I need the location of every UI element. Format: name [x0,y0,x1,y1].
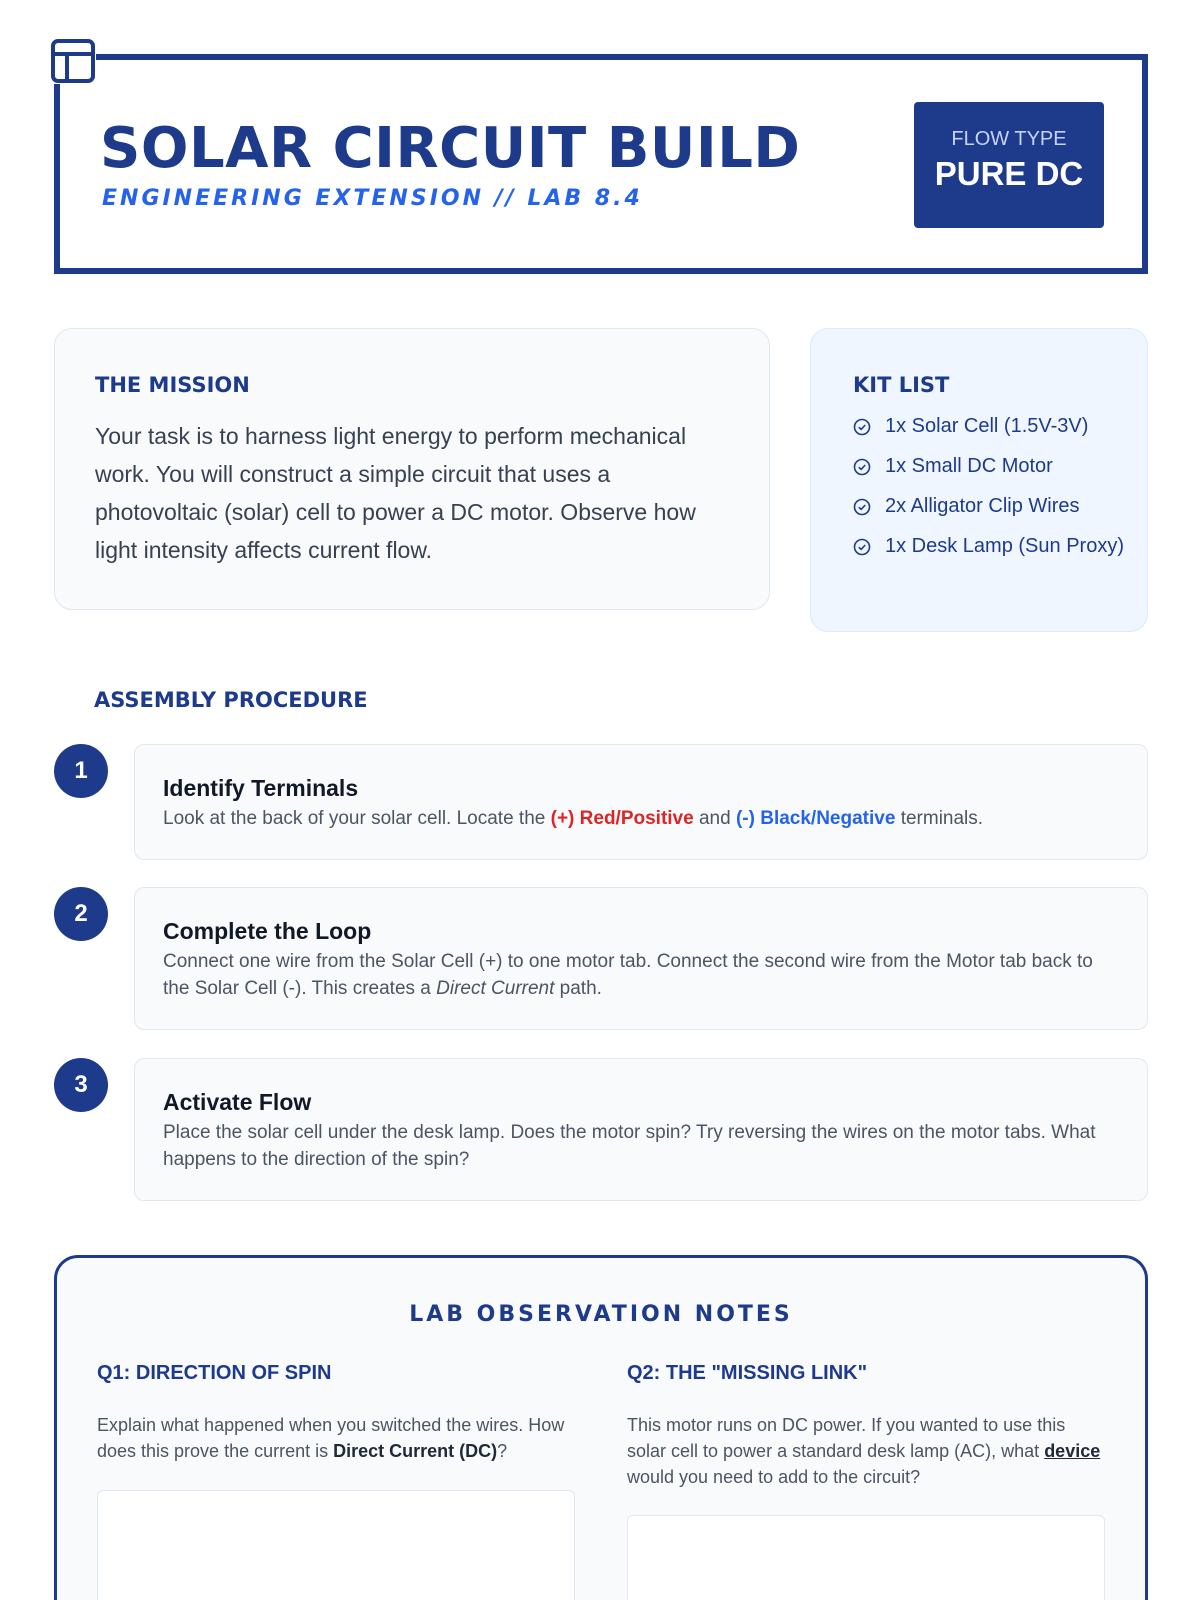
kit-item [853,453,1133,480]
mission-heading: THE MISSION [95,373,250,397]
kit-list-card [810,328,1148,632]
mission-card [54,328,770,610]
kit-item [853,533,1133,560]
check-circle-icon [853,458,871,476]
step-number: 2 [54,887,108,941]
notes-heading: LAB OBSERVATION NOTES [409,1302,793,1327]
kit-item-label: 1x Desk Lamp (Sun Proxy) [885,535,1124,557]
step-card [134,887,1148,1030]
step-description: Look at the back of your solar cell. Locate the (+) Red/Positive and (-) Black/Negative terminals. [163,808,984,829]
layout-icon [50,38,96,84]
mission-text: Your task is to harness light energy to perform mechanical work. You will construct a simple circuit that uses a photovoltaic (solar) cell to power a DC motor. Observe how light intensity affects current flow. [95,423,696,563]
negative-terminal-label: (-) Black/Negative [735,808,896,829]
step-title: Identify Terminals [163,775,359,801]
step-description: Connect one wire from the Solar Cell (+) to one motor tab. Connect the second wire from the Motor tab back to the Solar Cell (-). This creates a Direct Current path. [163,951,1093,999]
kit-heading: KIT LIST [853,373,950,397]
procedure-heading: ASSEMBLY PROCEDURE [94,688,368,712]
flow-type-value: PURE DC [934,155,1084,192]
question-title: Q2: THE "MISSING LINK" [627,1362,868,1384]
kit-item-label: 1x Solar Cell (1.5V-3V) [885,415,1089,437]
page-subtitle: ENGINEERING EXTENSION // LAB 8.4 [102,186,643,211]
step-title: Complete the Loop [163,918,372,944]
kit-item-label: 1x Small DC Motor [885,455,1053,477]
q2-answer-box[interactable] [627,1515,1105,1600]
check-circle-icon [853,418,871,436]
question-2 [627,1362,1107,1490]
step-card [134,1058,1148,1201]
page-header [54,54,1148,274]
question-text: Explain what happened when you switched the wires. How does this prove the current is Direct Current (DC)? [97,1415,565,1461]
kit-item-label: 2x Alligator Clip Wires [885,495,1080,517]
kit-item [853,493,1133,520]
step-description: Place the solar cell under the desk lamp. Does the motor spin? Try reversing the wires on the motor tabs. What happens to the direction of the spin? [163,1122,1096,1170]
step-title: Activate Flow [163,1089,312,1115]
kit-item [853,413,1133,440]
check-circle-icon [853,498,871,516]
emphasis-text: Direct Current [436,978,555,999]
flow-type-label: FLOW TYPE [951,128,1067,150]
question-text: This motor runs on DC power. If you wanted to use this solar cell to power a standard desk lamp (AC), what device would you need to add to the circuit? [627,1415,1101,1487]
check-circle-icon [853,538,871,556]
positive-terminal-label: (+) Red/Positive [550,808,694,829]
kit-list [853,413,1133,573]
step-number: 3 [54,1058,108,1112]
step-card [134,744,1148,860]
q1-answer-box[interactable] [97,1490,575,1600]
flow-type-badge [914,102,1104,228]
observation-notes-panel [54,1255,1148,1600]
question-title: Q1: DIRECTION OF SPIN [97,1362,332,1384]
step-number: 1 [54,744,108,798]
page-title: SOLAR CIRCUIT BUILD [100,116,801,181]
question-1 [97,1362,577,1464]
